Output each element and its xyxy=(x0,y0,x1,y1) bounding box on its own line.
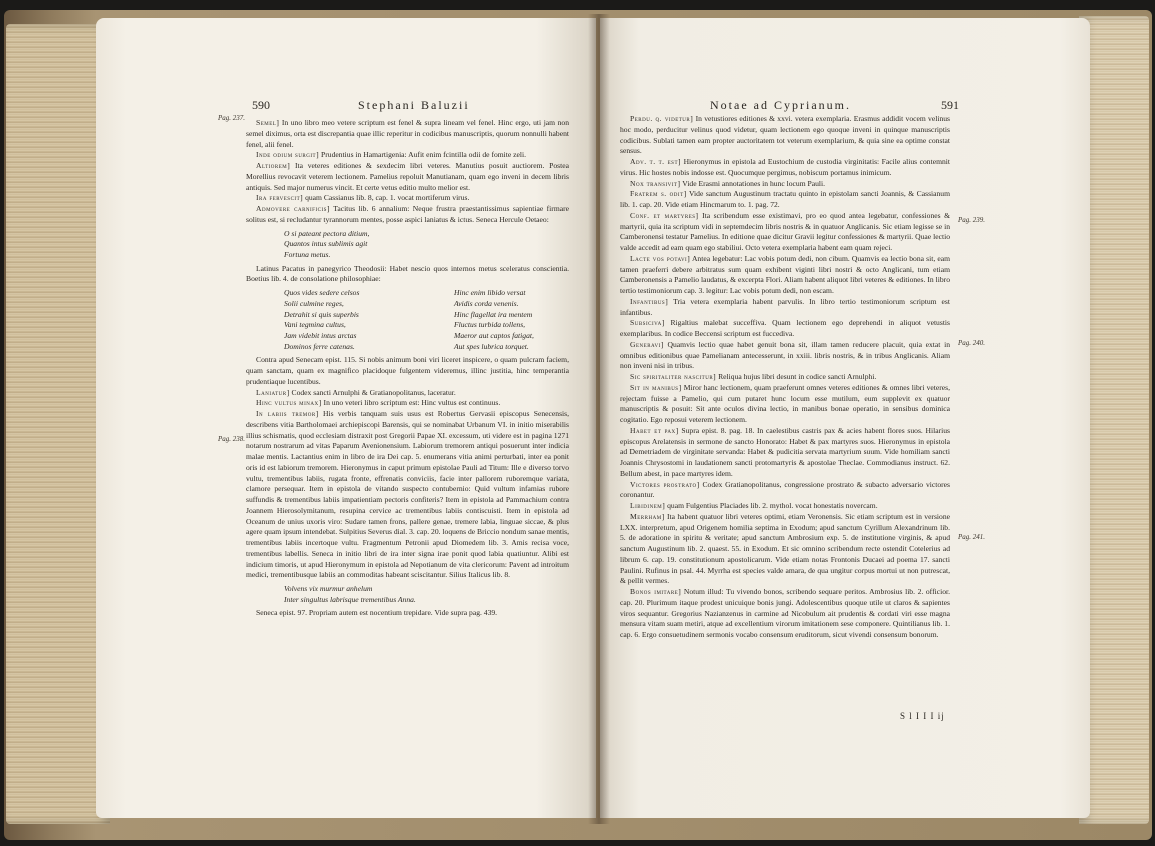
paragraph-text: Tacitus lib. 6 annalium: Neque frustra praestantissimus sapientiae firmare solitus est, si recludantur tyrannorum mentes, posse aspici laniatus & ictus. Seneca Hercule Oetaeo: xyxy=(246,204,569,224)
lemma: Infantibus] xyxy=(630,296,669,306)
verse-line: Solii culmine reges, xyxy=(284,298,344,308)
paragraph-text: Hieronymus in epistola ad Eustochium de custodia virginitatis: Facile alius contemnit virus. Hic hostes nobis indosse est. Quocumque pergimus, nobiscum portamus inimicum. xyxy=(620,157,950,177)
paragraph-text: In uno veteri libro scriptum est: Hinc vultus est continuus. xyxy=(321,398,501,408)
verse-line: Quantos intus sublimis agit xyxy=(284,239,368,249)
paragraph-text: Quamvis lectio quae habet genuit bona sit, illam tamen reducere placuit, quia extat in omnibus editionibus quae Pamelianam antecesserunt, in xxiii. libris nostris, & in tribus Anglicanis. Aliam non inveni nisi in tribus. xyxy=(620,339,950,371)
lemma: Adv. t. t. est] xyxy=(630,157,682,166)
paragraph xyxy=(620,254,950,297)
lemma: Hinc vultus minax] xyxy=(256,398,322,408)
paragraph xyxy=(246,118,569,150)
verse-line: Hinc flagellat ira mentem xyxy=(454,309,533,319)
right-margin-note-1: Pag. 239. xyxy=(958,216,986,224)
verse-line: Vani tegmina cultus, xyxy=(284,320,346,330)
lemma: Admovere carnificis] xyxy=(256,204,330,213)
verse-boetius xyxy=(284,288,569,352)
lemma: Subsiciva] xyxy=(630,318,665,328)
verse-line: O si pateant pectora ditium, xyxy=(284,228,370,238)
paragraph xyxy=(620,318,950,340)
closing-line: Seneca epist. 97. Propriam autem est nocentium trepidare. Vide supra pag. 439. xyxy=(256,608,498,618)
paragraph-text: His verbis tanquam suis usus est Robertus Gervasii episcopus Senecensis, describens vitia Bartholomaei archiepiscopi Barensis, qui se nominabat Urbanum VI. in initio miserabilis illius schismatis, quod ecclesiam distraxit post Gregorii Papae XI. excessum, uti videre est in pagina 1271 notarum nostrarum ad vitas Paparum Avenionensium. Labiorum tremorem antiqui posuerunt inter indicia malae mentis. Lactantius enim in libro de ira Dei cap. 5. enumerans vitia animi perturbati, inter ea ponit oris id est labiorum tremorem. Hieronymus in caput primum epistolae Pauli ad Titum: Ille e diverso torvo vultu, trementibus labiis, rugata fronte, effrenatis conviciis, facie inter pallorem ruboremque variata, clamore persequar. Item in epistola de vitando suspecto contubernio: Quid vultum infamias rubore suffundis & trementibus labiis impatientiam pectoris confiteris? Item in epistola ad Pammachium contra Joannem Hierosolymitanum, resupina cervice ac trementibus labiis contiscuisti. Item in epistola ad Oceanum de unius uxoris viro: Sudare tamen frons, pallere genae, tremere labia, linguae siccae, & plus agere quam ipsum intendebat. Sulpitius Severus dial. 3. cap. 20. loquens de Briccio nondum sanae mentis, trementibus labiis incertoque vultu. Fragmentum Petronii apud Diomedem lib. 3. Amis recisa voce, trementibus labellis. Seneca in initio libri de ira inter signa irae ponit quod labia quatiuntur. Alibi est indicium timoris, ut apud Hieronymum in epistola ad Nepotianum de vita clericorum: Pavent ad introitum medici, trementibusque labiis an commoditas habeant sciscitantur. Silius Italicus lib. 8. xyxy=(246,409,569,580)
paragraph xyxy=(620,179,950,190)
paragraph xyxy=(246,161,569,193)
lemma: Sit in manibus] xyxy=(630,382,682,392)
right-page-number: 591 xyxy=(940,98,959,112)
paragraph xyxy=(246,388,569,399)
lemma: Conf. et martyres] xyxy=(630,210,699,220)
verse-line: Avidis corda venenis. xyxy=(454,298,519,308)
book-gutter xyxy=(588,14,610,824)
paragraph-text: Ita habent quatuor libri veteres optimi, etiam Veronensis. Sic etiam scriptum est in versione LXX. interpretum, apud Origenem homilia septima in Exodum; apud sanctum Cyrillum Alexandrinum lib. 5. de adoratione in spiritu & veritate; apud sanctum Ambrosium exp. 5. de institutione virginis, & apud sanctum Augustinum lib. 2. quaest. 55. in Exodum. Et sic omnino scribendum recte ostendit Cotelerius ad librum 6. cap. 19. constitutionum apostolicarum. Vide etiam notas Frontonis Ducaei ad poema 17. sancti Paulini. Rufinus in psal. 44. Myrrha est species valde amara, de qua ungitur corpus mortui ut non putrescat, & pellit vermes. xyxy=(620,511,950,586)
paragraph-text: Codex sancti Arnulphi & Gratianopolitanus, laceratur. xyxy=(289,387,456,397)
paragraph xyxy=(620,512,950,587)
verse-line: Quos vides sedere celsos xyxy=(284,288,360,298)
paragraph xyxy=(620,114,950,157)
paragraph xyxy=(620,189,950,211)
paragraph-text: Tria vetera exemplaria habent parvulis. In libro tertio testimoniorum scriptum est infantibus. xyxy=(620,296,950,317)
left-page-number: 590 xyxy=(252,98,270,112)
paragraph xyxy=(620,340,950,372)
paragraph-text: Contra apud Senecam epist. 115. Si nobis animum boni viri liceret inspicere, o quam pulcram faciem, quam sanctam, quam ex magnifico placidoque fulgentem videremus, illinc justitia, hinc temperantia prudentiaque lucentibus. xyxy=(246,355,569,386)
lemma: Sic spiritaliter nascitur] xyxy=(630,372,717,381)
left-page-edges xyxy=(6,24,110,824)
lemma: Nox transivit] xyxy=(630,178,681,188)
paragraph-text: Prudentius in Hamartigenia: Aufit enim fcintilla odii de fomite zeli. xyxy=(319,150,527,160)
paragraph-text: Vide Erasmi annotationes in hunc locum Pauli. xyxy=(680,178,826,188)
left-text-block xyxy=(246,118,569,619)
lemma: Fratrem s. odit] xyxy=(630,189,687,199)
paragraph-text: Codex Gratianopolitanus, congressione prostrato & subacto adversario victores coronantur. xyxy=(620,479,950,500)
verse-line: Hinc enim libido versat xyxy=(454,288,526,298)
left-margin-note-2: Pag. 238. xyxy=(218,435,246,443)
paragraph xyxy=(246,264,569,286)
lemma: Perdu. q. videtur] xyxy=(630,114,694,123)
paragraph-text: Reliqua hujus libri desunt in codice sancti Arnulphi. xyxy=(716,372,877,381)
paragraph xyxy=(620,372,950,383)
paragraph xyxy=(246,193,569,204)
right-text-block xyxy=(620,114,950,641)
right-margin-note-3: Pag. 241. xyxy=(958,533,986,541)
paragraph-text: Notum illud: Tu vivendo bonos, scribendo sequare peritos. Ambrosius lib. 2. officior. cap. 20. Plurimum itaque prodest unicuique bonis jungi. Adolescentibus quoque utile ut claros & sapientes viros sequantur. Gregorius Nazianzenus in carmine ad Nicobulum ait prudentis & cordati viri esse magna mensura vitam suam metiri, atque ad excellentium virorum imitationem sese componere. Quintilianus lib. 1. cap. 6. Ergo consuetudinem sermonis vocabo consensum eruditorum, sicut vivendi consensum bonorum. xyxy=(620,587,950,639)
paragraph xyxy=(246,150,569,161)
lemma: In labiis tremor] xyxy=(256,409,319,419)
verse-line: Jam videbit intus arctas xyxy=(284,330,357,340)
paragraph-text: Latinus Pacatus in panegyrico Theodosii: Habet nescio quos internos metus sceleratus conscientia. Boetius lib. 4. de consolatione philosophiae: xyxy=(246,263,569,284)
paragraph xyxy=(620,157,950,179)
verse-line: Dominos ferre catenas. xyxy=(284,341,355,351)
left-page xyxy=(96,18,596,818)
lemma: Altiorem] xyxy=(256,161,291,170)
paragraph xyxy=(620,501,950,512)
left-running-head xyxy=(252,98,470,113)
paragraph-text: quam Cassianus lib. 8, cap. 1. vocat mortiferum virus. xyxy=(303,193,470,203)
paragraph xyxy=(620,480,950,502)
verse-seneca xyxy=(284,229,569,261)
lemma: Inde odium surgit] xyxy=(256,150,320,160)
paragraph xyxy=(246,409,569,581)
lemma: Bonos imitare] xyxy=(630,587,682,596)
right-page xyxy=(600,18,1090,818)
right-running-head xyxy=(710,98,959,113)
paragraph xyxy=(620,383,950,426)
paragraph-text: Ita veteres editiones & sexdecim libri veteres. Manutius posuit auctiorem. Postea Morellius revocavit veterem lectionem. Pamelius repoluit Manutianam, quam ego inveni in decem libris antiquis. Sed major numerus vincit. Et certe vetus editio multo melior est. xyxy=(246,161,569,192)
paragraph-text: Vide sanctum Augustinum tractatu quinto in epistolam sancti Joannis, & Cassianum lib. 1. cap. 20. Vide etiam Hincmarum to. 1. pag. 72. xyxy=(620,189,950,209)
paragraph xyxy=(246,355,569,387)
left-margin-note-1: Pag. 237. xyxy=(218,114,246,122)
paragraph xyxy=(246,398,569,409)
paragraph-text: Antea legebatur: Lac vobis potum dedi, non cibum. Quamvis ea lectio bona sit, eam tamen praeferri debere arbitratus sum quam exhibent viginti libri nostri & octo Anglicani, tum etiam Camberonensis a Pamelio laudatus, & excerpta Flori. Aliam habent aliquot libri veteres & editiones. In libro tertio testimoniorum cap. 3. legitur: Lac vobis potum dedi, non escam. xyxy=(620,253,950,295)
lemma: Victores prostrato] xyxy=(630,479,700,489)
left-running-title: Stephani Baluzii xyxy=(358,98,470,112)
verse-line: Detrahit si quis superbis xyxy=(284,309,359,319)
lemma: Generavi] xyxy=(630,339,664,349)
lemma: Habet et pax] xyxy=(630,425,679,435)
lemma: Merrham] xyxy=(630,511,665,521)
verse-line: Volvens vix murmur anhelum xyxy=(284,584,373,594)
paragraph xyxy=(620,211,950,254)
verse-line: Aut spes lubrica torquet. xyxy=(454,341,529,351)
lemma: Semel] xyxy=(256,118,280,127)
paragraph-text: Miror hanc lectionem, quam praeferunt omnes veteres editiones & omnes libri veteres, rejectam fuisse a Pamelio, qui cum putaret hunc locum esse mutilum, eum supplevit ex quatuor manuscriptis & posuit: Sit ante oculos divina lectio, in manibus bonae operatio, in sensibus dominica cogitatio. Ego reposui veterem lectionem. xyxy=(620,382,950,424)
paragraph-text: In vetustiores editiones & xxvi. vetera exemplaria. Erasmus addidit vocem velinus hoc modo, perducitur velinus quod videtur, quam lectionem ego quoque inveni in quinque manuscriptis codicibus. Sublati tamen eam propter auctoritatem tot veterum exemplarium, & quia sine ea optime constat sensus. xyxy=(620,114,950,156)
lemma: Libidinem] xyxy=(630,501,666,510)
lemma: Lacte vos potavi] xyxy=(630,253,691,263)
verse-silius xyxy=(284,584,569,605)
paragraph-text: Ita scribendum esse existimavi, pro eo quod antea legebatur, confessiones & martyrii, quia ita scriptum vidi in septemdecim libris nostris & in quatuor Anglicanis. Sic etiam legisse se in Camberonensi testatur Pamelius. In editione quae dicitur Gravii legitur confessiones & martyrii. Quae lectio valde accedit ad eam quam ego stabiliui. Octo vetera exemplaria habent eam quam rejeci. xyxy=(620,210,950,252)
verse-line: Fortuna metus. xyxy=(284,249,331,259)
paragraph-text: In uno libro meo vetere scriptum est fenel & supra lineam vel fenel. Hinc ergo, uti jam non semel diximus, orta est discrepantia quae illic reperitur in codicibus manuscriptis, quorum nonnulli habent fenel, alii fenel. xyxy=(246,118,569,149)
verse-line: Inter singultus labrisque trementibus Anna. xyxy=(284,594,416,604)
paragraph xyxy=(620,297,950,319)
verse-line: Maeror aut captos fatigat, xyxy=(454,330,534,340)
paragraph-text: quam Fulgentius Placiades lib. 2. mythol. vocat honestatis novercam. xyxy=(665,501,878,510)
lemma: Laniatur] xyxy=(256,387,290,397)
paragraph xyxy=(620,426,950,480)
lemma: Ira fervescit] xyxy=(256,193,304,203)
paragraph-text: Rigaltius malebat succeffiva. Quam lectionem ego deprehendi in aliquot vetustis exemplaribus. In codice Beccensi scriptum est fuccediva. xyxy=(620,318,950,338)
signature-mark: S l I I I ij xyxy=(900,711,945,721)
right-margin-note-2: Pag. 240. xyxy=(958,339,986,347)
paragraph xyxy=(620,587,950,641)
paragraph-text: Supra epist. 8. pag. 18. In caelestibus castris pax & acies habent flores suos. Hilarius episcopus Arelatensis in sermone de sancto Honorato: Habet & pax martyres suos. Hieronymus in epistola ad Demetriadem de virginitate servanda: Habet & pudicitia servata martyrium suum. Vide homiliam sancti Joannis Chrysostomi in laudationem sancti protomartyris & apostolae Theclae. Commodianus instruct. 62. Bellum abest, in pace martyres idem. xyxy=(620,425,950,478)
verse-line: Fluctus turbida tollens, xyxy=(454,320,526,330)
right-running-title: Notae ad Cyprianum. xyxy=(710,98,851,112)
paragraph xyxy=(246,204,569,226)
